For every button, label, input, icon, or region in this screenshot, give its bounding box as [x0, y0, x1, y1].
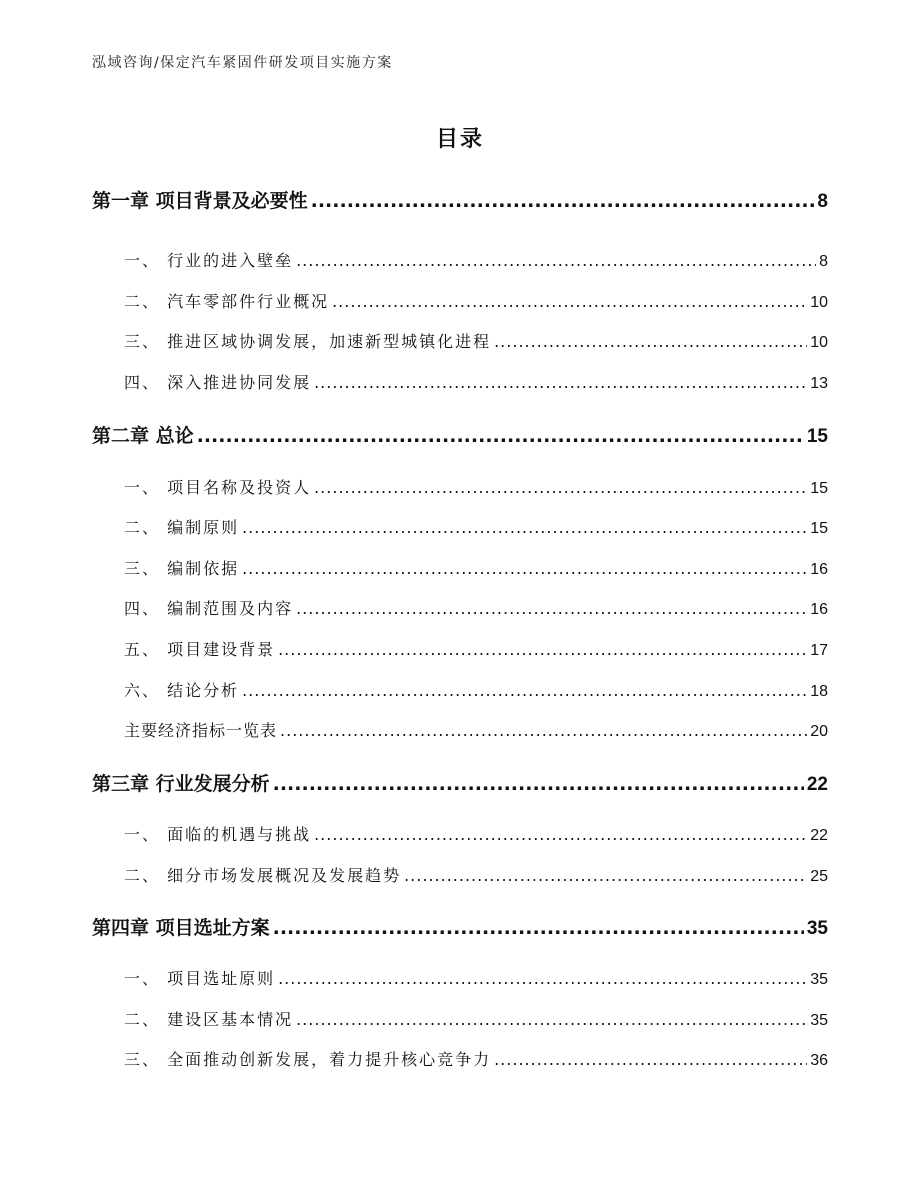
toc-page-number: 35 — [810, 971, 828, 988]
toc-section-entry[interactable] — [92, 515, 828, 538]
toc-entry-label: 一、 项目选址原则 — [124, 969, 276, 988]
dot-leader — [273, 773, 804, 795]
toc-page-number: 15 — [810, 520, 828, 537]
dot-leader — [242, 559, 807, 578]
toc-entry-label: 主要经济指标一览表 — [124, 721, 278, 740]
toc-page-number: 8 — [819, 253, 828, 270]
dot-leader — [296, 251, 816, 270]
toc-section-entry[interactable] — [92, 678, 828, 701]
toc-title: 目录 — [435, 127, 484, 152]
toc-page-number: 16 — [810, 561, 828, 578]
running-header: 泓域咨询/保定汽车紧固件研发项目实施方案 — [92, 55, 393, 71]
toc-entry-label: 二、 汽车零部件行业概况 — [124, 292, 330, 311]
toc-entry-label: 一、 项目名称及投资人 — [124, 478, 312, 497]
dot-leader — [332, 292, 807, 311]
toc-page-number: 15 — [806, 426, 828, 447]
dot-leader — [314, 825, 807, 844]
toc-section-entry[interactable] — [92, 329, 828, 352]
toc-section-entry[interactable] — [92, 475, 828, 498]
toc-section-entry[interactable] — [92, 289, 828, 312]
toc-page-number: 22 — [810, 827, 828, 844]
dot-leader — [494, 332, 807, 351]
toc-section-entry[interactable] — [92, 370, 828, 393]
dot-leader — [314, 478, 807, 497]
toc-section-entry[interactable] — [92, 248, 828, 271]
dot-leader — [296, 1010, 807, 1029]
toc-entry-label: 五、 项目建设背景 — [124, 640, 276, 659]
toc-page-number: 8 — [817, 191, 828, 212]
dot-leader — [280, 721, 807, 740]
toc-page-number: 10 — [810, 334, 828, 351]
toc-entry-label: 二、 建设区基本情况 — [124, 1010, 294, 1029]
toc-entry-label: 第四章 项目选址方案 — [92, 917, 270, 939]
dot-leader — [311, 190, 815, 212]
toc-chapter-entry[interactable] — [92, 186, 828, 213]
toc-page-number: 18 — [810, 683, 828, 700]
toc-section-entry[interactable] — [92, 822, 828, 845]
toc-entry-label: 第三章 行业发展分析 — [92, 773, 270, 795]
toc-page-number: 15 — [810, 480, 828, 497]
toc-page-number: 17 — [810, 642, 828, 659]
dot-leader — [278, 640, 807, 659]
toc-entry-label: 三、 推进区域协调发展，加速新型城镇化进程 — [124, 332, 492, 351]
dot-leader — [242, 518, 807, 537]
toc-page-number: 16 — [810, 601, 828, 618]
toc-section-entry[interactable] — [92, 863, 828, 886]
toc-section-entry[interactable] — [92, 637, 828, 660]
toc-page-number: 10 — [810, 294, 828, 311]
toc-page-number: 36 — [810, 1052, 828, 1069]
toc-entry-label: 四、 编制范围及内容 — [124, 599, 294, 618]
toc-page-number: 35 — [806, 918, 828, 939]
dot-leader — [404, 866, 807, 885]
toc-page-number: 13 — [810, 375, 828, 392]
toc-section-entry[interactable] — [92, 556, 828, 579]
dot-leader — [494, 1050, 807, 1069]
dot-leader — [242, 681, 807, 700]
dot-leader — [296, 599, 807, 618]
toc-entry-label: 二、 编制原则 — [124, 518, 240, 537]
toc-entry-label: 四、 深入推进协同发展 — [124, 373, 312, 392]
toc-entry-label: 三、 编制依据 — [124, 559, 240, 578]
toc-chapter-entry[interactable] — [92, 421, 828, 448]
dot-leader — [197, 425, 804, 447]
toc-section-entry[interactable] — [92, 718, 828, 741]
toc-entry-label: 第二章 总论 — [92, 425, 194, 447]
toc-entry-label: 六、 结论分析 — [124, 681, 240, 700]
toc-page-number: 25 — [810, 868, 828, 885]
toc-page-number: 35 — [810, 1012, 828, 1029]
dot-leader — [273, 917, 804, 939]
toc-entry-label: 一、 面临的机遇与挑战 — [124, 825, 312, 844]
toc-entry-label: 第一章 项目背景及必要性 — [92, 190, 308, 212]
toc-entry-label: 三、 全面推动创新发展，着力提升核心竞争力 — [124, 1050, 492, 1069]
dot-leader — [314, 373, 807, 392]
toc-page-number: 22 — [806, 774, 828, 795]
toc-section-entry[interactable] — [92, 1007, 828, 1030]
toc-section-entry[interactable] — [92, 596, 828, 619]
toc-chapter-entry[interactable] — [92, 769, 828, 796]
toc-entry-label: 二、 细分市场发展概况及发展趋势 — [124, 866, 402, 885]
toc-section-entry[interactable] — [92, 966, 828, 989]
toc-page-number: 20 — [810, 723, 828, 740]
dot-leader — [278, 969, 807, 988]
toc-entry-label: 一、 行业的进入壁垒 — [124, 251, 294, 270]
toc-section-entry[interactable] — [92, 1047, 828, 1070]
toc-chapter-entry[interactable] — [92, 913, 828, 940]
